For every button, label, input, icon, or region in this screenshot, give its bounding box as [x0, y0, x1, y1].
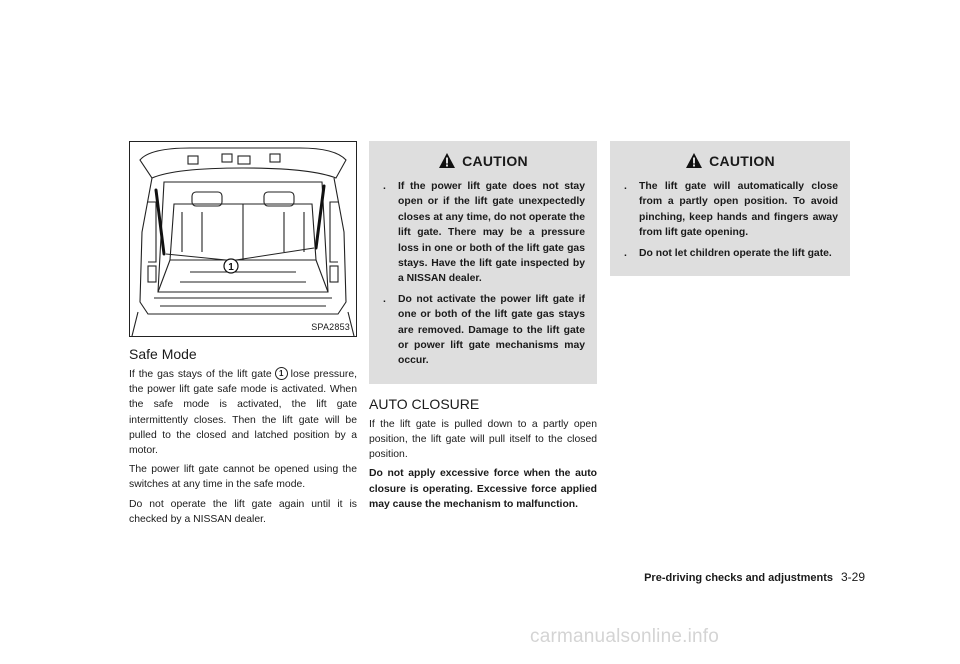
caution-item: . Do not activate the power lift gate if one or both of the lift gate gas stays are removed. Damage to the lift gate or power lift gate mechanisms may occur.	[381, 292, 585, 369]
section-heading-auto-closure: AUTO CLOSURE	[369, 395, 480, 412]
safe-mode-paragraph-3: Do not operate the lift gate again until it is checked by a NISSAN dealer.	[129, 498, 357, 525]
callout-1-ref-icon: 1	[275, 367, 288, 380]
caution-item: . Do not let children operate the lift gate.	[622, 246, 838, 261]
callout-1-label: 1	[228, 262, 234, 273]
section-heading-safe-mode: Safe Mode	[129, 346, 197, 362]
safe-mode-paragraph-2: The power lift gate cannot be opened using the switches at any time in the safe mode.	[129, 464, 357, 491]
caution-box-1	[369, 141, 597, 384]
column-right	[610, 141, 850, 276]
warning-triangle-icon	[438, 152, 456, 169]
bullet: .	[624, 247, 627, 259]
column-middle	[369, 141, 597, 516]
caution-title: CAUTION	[622, 147, 838, 175]
page-number: 3-29	[840, 570, 865, 584]
callout-1-icon	[224, 259, 238, 273]
page-footer	[630, 570, 865, 584]
footer-section-name: Pre-driving checks and adjustments	[644, 572, 833, 584]
caution-title: CAUTION	[381, 147, 585, 175]
auto-closure-warning: Do not apply excessive force when the auto closure is operating. Excessive force applied may cause the mechanism to malfunction.	[369, 468, 597, 510]
watermark: carmanualsonline.info	[530, 626, 720, 647]
safe-mode-paragraph-1: If the gas stays of the lift gate 1 lose pressure, the power lift gate safe mode is activated. When the safe mode is activated, the lift gate intermittently closes. Then the lift gate will be pulled to the closed and latched position by a motor.	[129, 369, 358, 457]
caution-box-2	[610, 141, 850, 276]
caution-item: . The lift gate will automatically close from a partly open position. To avoid pinching, keep hands and fingers away from lift gate opening.	[622, 179, 838, 241]
bullet: .	[624, 181, 627, 192]
lift-gate-illustration	[129, 141, 357, 337]
auto-closure-paragraph-1: If the lift gate is pulled down to a partly open position, the lift gate will pull itself to the closed position.	[369, 418, 597, 461]
column-left	[129, 141, 357, 531]
bullet: .	[383, 293, 386, 305]
warning-triangle-icon	[685, 152, 703, 169]
bullet: .	[383, 181, 386, 192]
caution-item: . If the power lift gate does not stay open or if the lift gate unexpectedly closes at any time, do not operate the lift gate. There may be a pressure loss in one or both of the lift gate gas stays. Have the lift gate inspected by a NISSAN dealer.	[381, 179, 585, 287]
figure-id: SPA2853	[311, 322, 350, 332]
open-lift-gate-drawing	[130, 142, 356, 336]
